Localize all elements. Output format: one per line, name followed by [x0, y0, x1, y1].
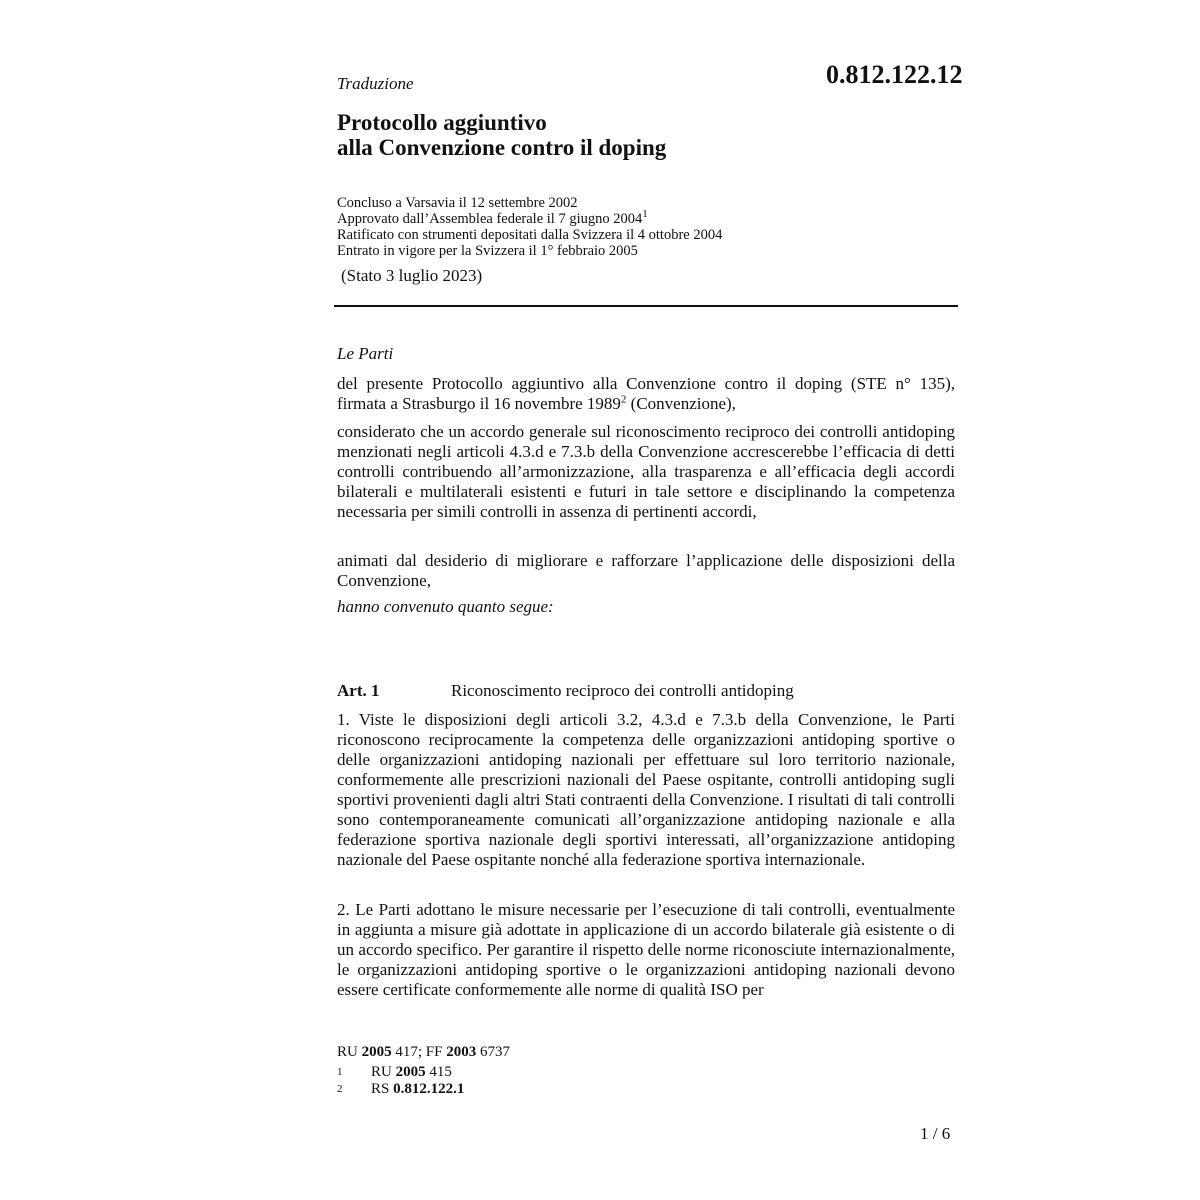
article-title: Riconoscimento reciproco dei controlli antidoping	[451, 681, 794, 700]
page-number: 1 / 6	[920, 1124, 951, 1143]
article-1-paragraph-1: 1. Viste le disposizioni degli articoli 3.2, 4.3.d e 7.3.b della Convenzione, le Parti riconoscono reciprocamente la competenza delle organizzazioni antidoping sportive o delle organizzazioni antidoping nazionali per effettuare sul loro territorio nazionale, conformemente alle prescrizioni nazionali del Paese ospitante, controlli antidoping sugli sportivi provenienti dagli altri Stati contraenti della Convenzione. I risultati di tali controlli sono contemporaneamente comunicati all’organizzazione antidoping nazionale e alla federazione sportiva nazionale degli sportivi interessati, all’organizzazione antidoping nazionale del Paese ospitante nonché alla federazione sportiva internazionale.	[337, 710, 955, 869]
footnote-2: 2 RS 0.812.122.1	[337, 1081, 465, 1097]
footnote-ref[interactable]: 1	[642, 208, 648, 221]
title-line-1: Protocollo aggiuntivo	[337, 110, 547, 135]
title-line-2: alla Convenzione contro il doping	[337, 135, 667, 160]
approved-line: Approvato dall’Assemblea federale il 7 giugno 2004$^1$	[337, 208, 648, 227]
document-metadata	[337, 195, 957, 259]
preamble-paragraph-3: animati dal desiderio di migliorare e rafforzare l’applicazione delle disposizioni della Convenzione,	[337, 551, 955, 590]
status-date: (Stato 3 luglio 2023)	[341, 266, 483, 285]
preamble-paragraph-2: considerato che un accordo generale sul riconoscimento reciproco dei controlli antidoping menzionati negli articoli 4.3.d e 7.3.b della Convenzione accrescerebbe l’efficacia di detti controlli contribuendo all’armonizzazione, alla trasparenza e all’efficacia degli accordi bilaterali e multilaterali esistenti e futuri in tale settore e disciplinando la competenza necessaria per simili controlli in assenza di pertinenti accordi,	[337, 422, 955, 521]
footnote-ref[interactable]: 2	[620, 393, 627, 406]
preamble-paragraph-1: del presente Protocollo aggiuntivo alla Convenzione contro il doping (STE n° 135), firmata a Strasburgo il 16 novembre 1989$^2$ (Convenzione),	[337, 374, 955, 413]
in-force-line: Entrato in vigore per la Svizzera il 1° febbraio 2005	[337, 243, 638, 259]
article-1-heading	[337, 681, 794, 701]
ratified-line: Ratificato con strumenti depositati dalla Svizzera il 4 ottobre 2004	[337, 227, 723, 243]
article-number: Art. 1	[337, 681, 380, 700]
sr-number: 0.812.122.12	[826, 60, 963, 89]
document-title	[337, 110, 666, 160]
concluded-line: Concluso a Varsavia il 12 settembre 2002	[337, 195, 578, 211]
preamble-agreement: hanno convenuto quanto segue:	[337, 597, 554, 616]
source-reference: RU 2005 417; FF 2003 6737	[337, 1044, 510, 1060]
article-1-paragraph-2: 2. Le Parti adottano le misure necessarie per l’esecuzione di tali controlli, eventualmente in aggiunta a misure già adottate in applicazione di un accordo bilaterale già esistente o di un accordo specifico. Per garantire il rispetto delle norme riconosciute internazionalmente, le organizzazioni antidoping sportive o le organizzazioni antidoping nazionali devono essere certificate conformemente alle norme di qualità ISO per	[337, 900, 955, 999]
translation-label: Traduzione	[337, 74, 414, 93]
header-divider	[334, 305, 958, 307]
preamble-parties: Le Parti	[337, 344, 394, 363]
footnote-1: 1 RU 2005 415	[337, 1064, 452, 1080]
